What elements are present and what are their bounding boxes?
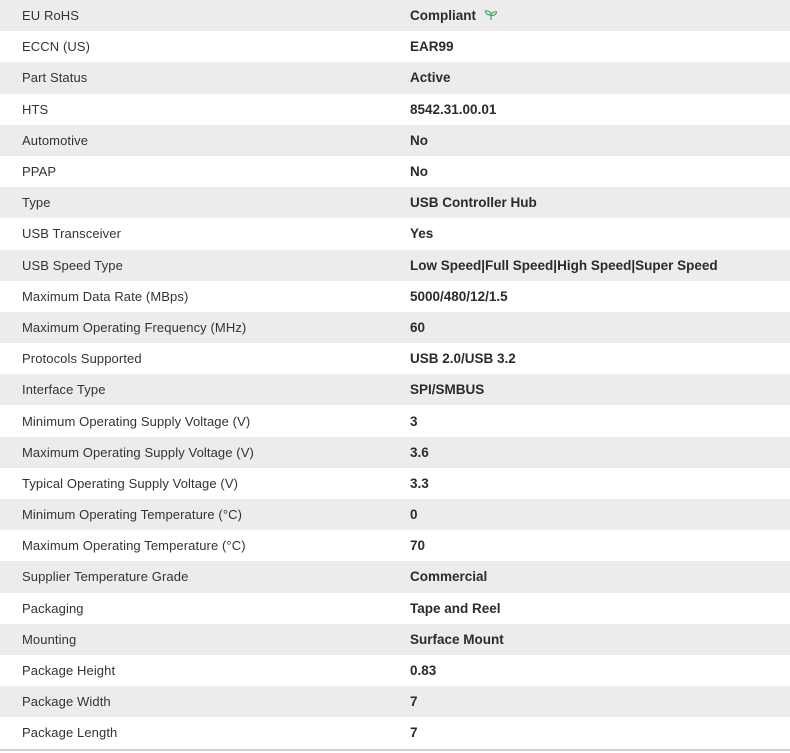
spec-row-supplier-temperature-grade [0,561,790,592]
spec-row-usb-transceiver [0,218,790,249]
spec-label: Maximum Operating Frequency (MHz) [22,319,247,335]
spec-label: Typical Operating Supply Voltage (V) [22,475,239,491]
spec-label: Packaging [22,600,84,616]
spec-value: Surface Mount [410,631,504,647]
spec-row-eu-rohs [0,0,790,31]
spec-value: Compliant [410,8,476,24]
spec-label: Part Status [22,70,88,86]
spec-value: 7 [410,725,418,741]
spec-value: SPI/SMBUS [410,382,485,398]
spec-value: No [410,132,428,148]
spec-row-max-operating-temperature [0,530,790,561]
spec-row-ppap [0,156,790,187]
spec-value: USB 2.0/USB 3.2 [410,351,516,367]
spec-value: EAR99 [410,39,454,55]
spec-value: 5000/480/12/1.5 [410,288,508,304]
spec-row-hts [0,94,790,125]
spec-value: Commercial [410,569,488,585]
spec-label: Package Height [22,663,116,679]
spec-label: USB Transceiver [22,226,122,242]
spec-label: Type [22,195,51,211]
spec-row-eccn [0,31,790,62]
spec-value: 0 [410,507,418,523]
spec-row-package-width [0,686,790,717]
spec-label: Maximum Operating Temperature (°C) [22,538,246,554]
spec-row-usb-speed-type [0,250,790,281]
spec-label: Mounting [22,631,77,647]
spec-value: 8542.31.00.01 [410,101,497,117]
spec-value: 60 [410,319,426,335]
spec-row-max-data-rate [0,281,790,312]
spec-label: Package Width [22,694,111,710]
spec-row-min-supply-voltage [0,405,790,436]
spec-label: HTS [22,101,49,117]
spec-row-automotive [0,125,790,156]
spec-value: Yes [410,226,434,242]
spec-value: No [410,164,428,180]
leaf-icon [484,9,498,21]
spec-row-min-operating-temperature [0,499,790,530]
spec-label: USB Speed Type [22,257,123,273]
spec-label: Package Length [22,725,118,741]
spec-row-type [0,187,790,218]
table-bottom-divider [0,749,790,751]
spec-row-package-height [0,655,790,686]
spec-label: Protocols Supported [22,351,142,367]
spec-value-cell [388,0,790,31]
spec-row-packaging [0,593,790,624]
spec-value: 3.6 [410,444,429,460]
spec-row-mounting [0,624,790,655]
spec-label: PPAP [22,164,57,180]
spec-value: Tape and Reel [410,600,501,616]
spec-value: 0.83 [410,663,437,679]
spec-value: Low Speed|Full Speed|High Speed|Super Speed [410,257,718,273]
spec-value: 3.3 [410,475,429,491]
spec-value: 7 [410,694,418,710]
spec-label: EU RoHS [22,8,80,24]
spec-label: Automotive [22,132,89,148]
spec-label: Maximum Data Rate (MBps) [22,288,189,304]
spec-row-part-status [0,62,790,93]
spec-row-interface-type [0,374,790,405]
spec-row-max-operating-frequency [0,312,790,343]
spec-value: 3 [410,413,418,429]
spec-row-protocols-supported [0,343,790,374]
spec-label: Interface Type [22,382,106,398]
spec-row-typical-supply-voltage [0,468,790,499]
spec-label: Maximum Operating Supply Voltage (V) [22,444,254,460]
spec-label: Minimum Operating Temperature (°C) [22,507,243,523]
spec-label: ECCN (US) [22,39,91,55]
spec-row-package-length [0,717,790,748]
spec-row-max-supply-voltage [0,437,790,468]
spec-value: 70 [410,538,426,554]
spec-value: Active [410,70,451,86]
spec-value: USB Controller Hub [410,195,537,211]
spec-label: Supplier Temperature Grade [22,569,189,585]
spec-label: Minimum Operating Supply Voltage (V) [22,413,251,429]
